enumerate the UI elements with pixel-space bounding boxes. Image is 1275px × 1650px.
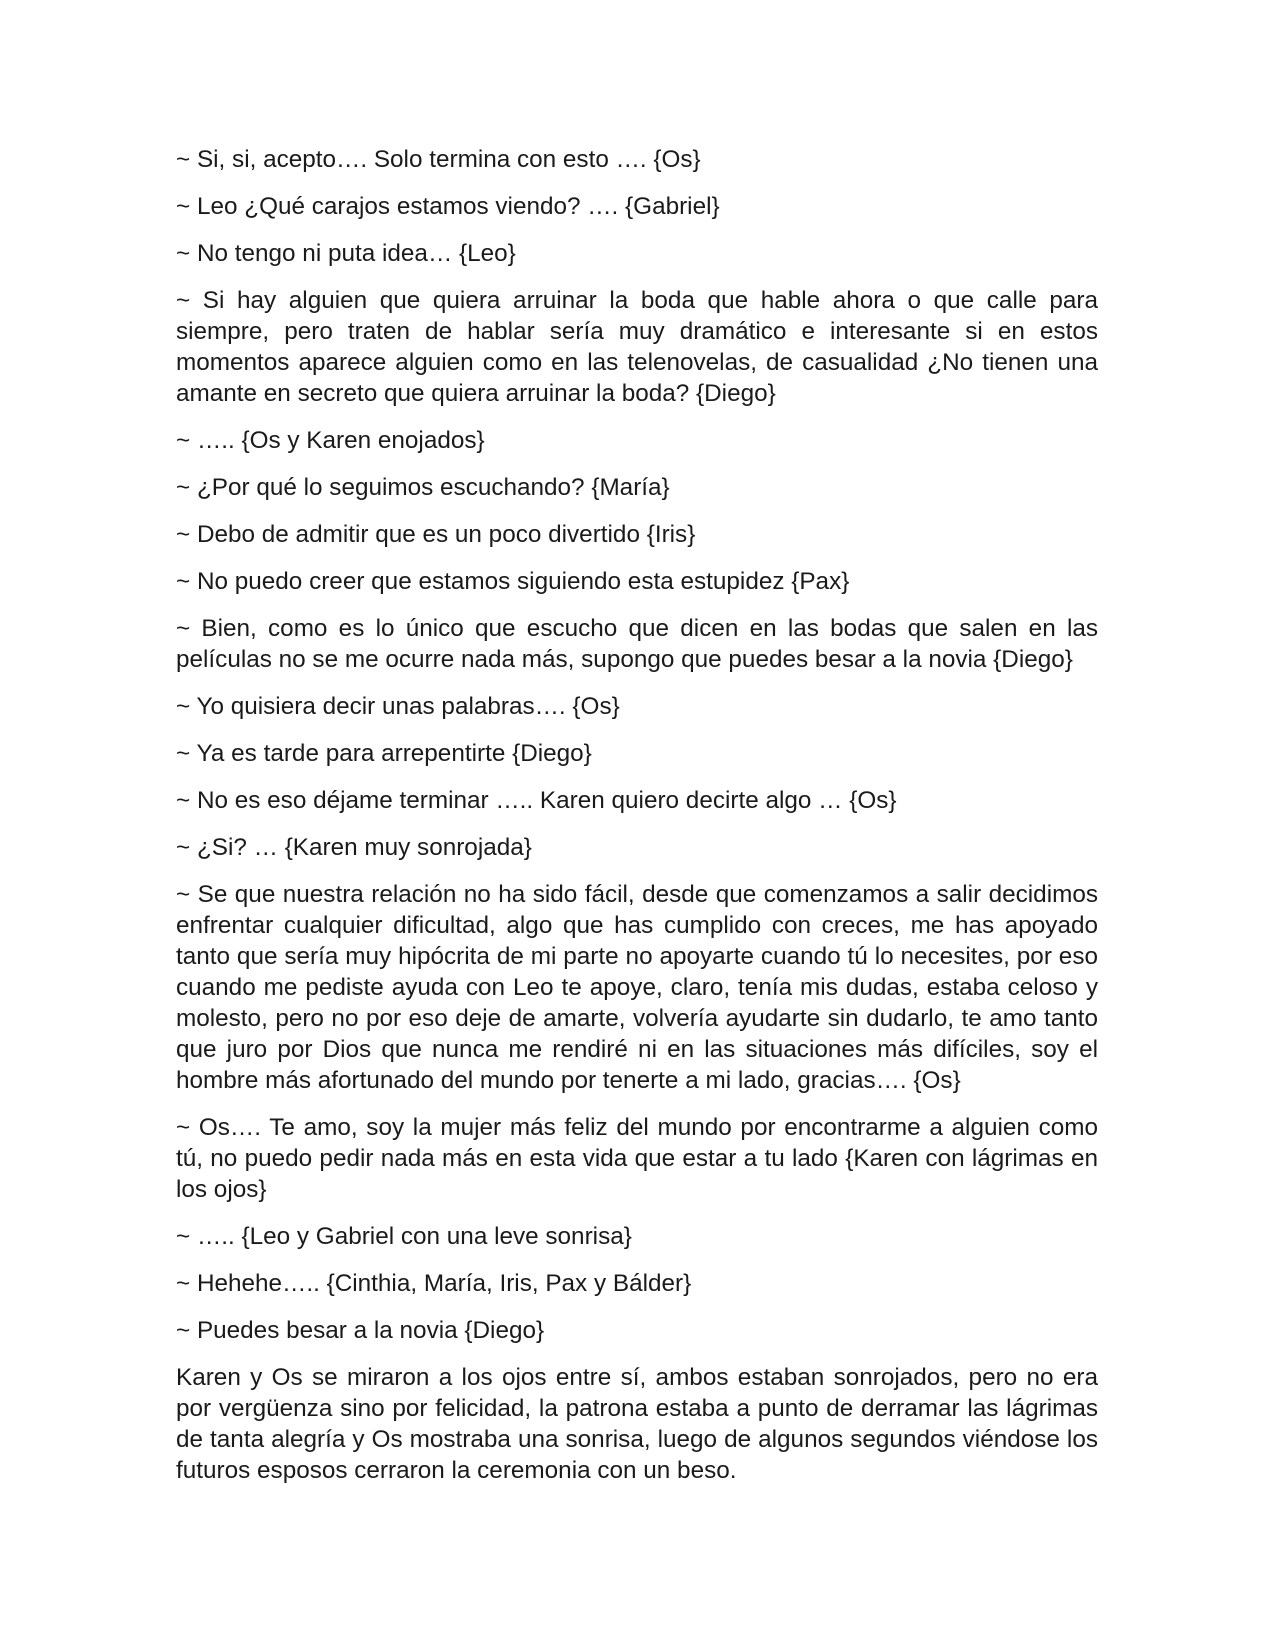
dialogue-line: ~ No tengo ni puta idea… {Leo} [176,240,516,267]
dialogue-line: ~ No es eso déjame terminar ….. Karen quiero decirte algo … {Os} [176,787,897,814]
dialogue-line: ~ ….. {Os y Karen enojados} [176,427,485,454]
dialogue-line: ~ Leo ¿Qué carajos estamos viendo? …. {Gabriel} [176,193,720,220]
dialogue-line: ~ ¿Si? … {Karen muy sonrojada} [176,834,532,861]
dialogue-line: ~ Os…. Te amo, soy la mujer más feliz del mundo por encontrarme a alguien como tú, no puedo pedir nada más en esta vida que estar a tu lado {Karen con lágrimas en los ojos} [176,1114,1098,1203]
dialogue-line: ~ No puedo creer que estamos siguiendo esta estupidez {Pax} [176,568,850,595]
dialogue-line: ~ Puedes besar a la novia {Diego} [176,1317,545,1344]
dialogue-line: ~ Ya es tarde para arrepentirte {Diego} [176,740,592,767]
narration-paragraph: Karen y Os se miraron a los ojos entre sí, ambos estaban sonrojados, pero no era por vergüenza sino por felicidad, la patrona estaba a punto de derramar las lágrimas de tanta alegría y Os mostraba una sonrisa, luego de algunos segundos viéndose los futuros esposos cerraron la ceremonia con un beso. [176,1364,1098,1484]
dialogue-line: ~ ….. {Leo y Gabriel con una leve sonrisa} [176,1223,632,1250]
dialogue-line: ~ Si hay alguien que quiera arruinar la boda que hable ahora o que calle para siempre, pero traten de hablar sería muy dramático e interesante si en estos momentos aparece alguien como en las telenovelas, de casualidad ¿No tienen una amante en secreto que quiera arruinar la boda? {Diego} [176,287,1098,407]
dialogue-line: ~ Bien, como es lo único que escucho que dicen en las bodas que salen en las películas no se me ocurre nada más, supongo que puedes besar a la novia {Diego} [176,615,1098,673]
dialogue-line: ~ Se que nuestra relación no ha sido fácil, desde que comenzamos a salir decidimos enfrentar cualquier dificultad, algo que has cumplido con creces, me has apoyado tanto que sería muy hipócrita de mi parte no apoyarte cuando tú lo necesites, por eso cuando me pediste ayuda con Leo te apoye, claro, tenía mis dudas, estaba celoso y molesto, pero no por eso deje de amarte, volvería ayudarte sin dudarlo, te amo tanto que juro por Dios que nunca me rendiré ni en las situaciones más difíciles, soy el hombre más afortunado del mundo por tenerte a mi lado, gracias…. {Os} [176,881,1098,1094]
dialogue-line: ~ Hehehe….. {Cinthia, María, Iris, Pax y Bálder} [176,1270,692,1297]
document-body [176,144,1098,1486]
dialogue-line: ~ Debo de admitir que es un poco divertido {Iris} [176,521,696,548]
dialogue-line: ~ Si, si, acepto…. Solo termina con esto …. {Os} [176,146,701,173]
dialogue-line: ~ ¿Por qué lo seguimos escuchando? {María} [176,474,670,501]
dialogue-line: ~ Yo quisiera decir unas palabras…. {Os} [176,693,620,720]
